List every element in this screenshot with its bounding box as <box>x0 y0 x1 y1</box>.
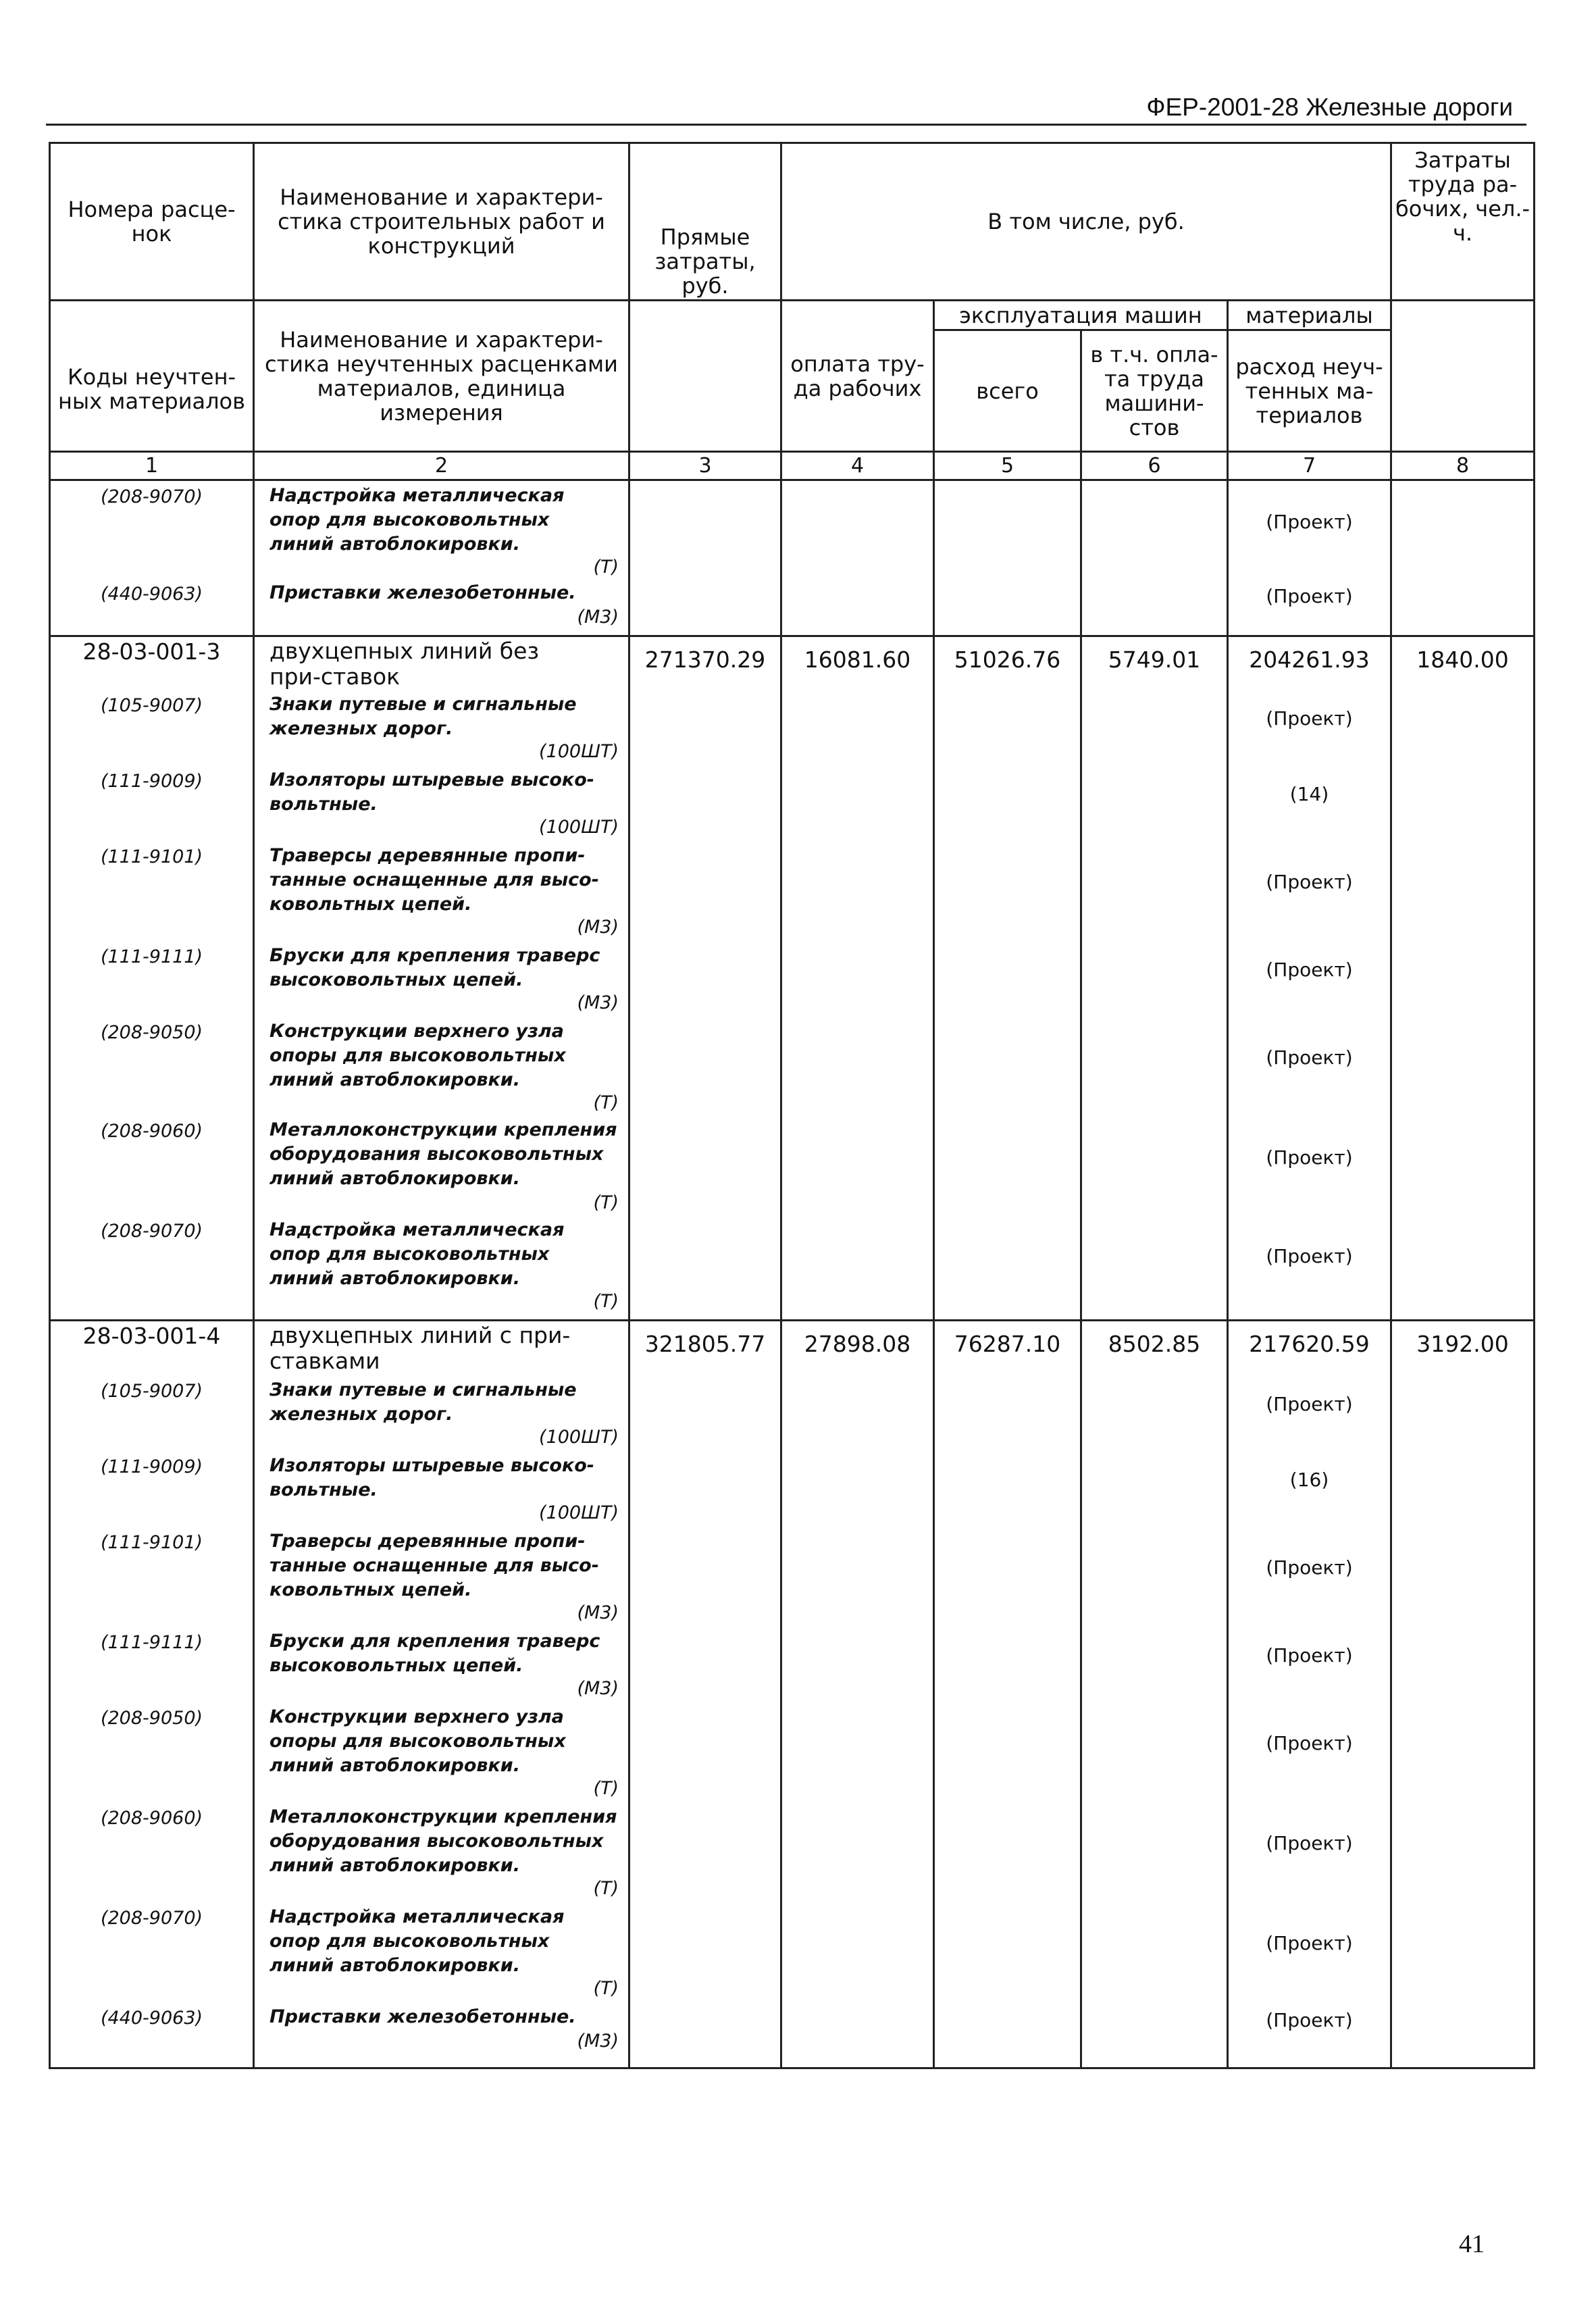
item-unit: (М3) <box>577 1602 619 1623</box>
machinists-pay-value: 5749.01 <box>1108 646 1201 673</box>
header-labor-hours-cont <box>1391 301 1535 452</box>
machines-total-value: 76287.10 <box>954 1331 1061 1357</box>
material-value: (Проект) <box>1266 707 1353 730</box>
col-number-2: 2 <box>254 452 629 480</box>
header-labor-pay: оплата тру-да рабочих <box>781 301 934 452</box>
header-labor-hours: Затраты труда ра-бочих, чел.-ч. <box>1391 143 1535 301</box>
material-value: (Проект) <box>1266 585 1353 607</box>
item-name: Бруски для крепления траверс высоковольтных цепей. <box>269 945 600 990</box>
col-number-5: 5 <box>934 452 1081 480</box>
item-name: Надстройка металлическая опор для высоковольтных линий автоблокировки. <box>269 1219 565 1289</box>
item-unit: (М3) <box>577 607 619 628</box>
item-code: (208-9070) <box>100 1908 203 1929</box>
item-unit: (Т) <box>593 1291 619 1312</box>
material-value: (Проект) <box>1266 511 1353 533</box>
block0-names <box>254 480 629 636</box>
item-name: Металлоконструкции крепления оборудования высоковольтных линий автоблокировки. <box>269 1119 617 1189</box>
item-code: (208-9050) <box>100 1708 203 1729</box>
item-unit: (100ШТ) <box>539 741 619 762</box>
item-name: Приставки железобетонные. <box>269 582 576 603</box>
item-unit: (Т) <box>593 1092 619 1113</box>
item-code: (111-9101) <box>100 1532 203 1553</box>
item-name: Металлоконструкции крепления оборудования высоковольтных линий автоблокировки. <box>269 1806 617 1876</box>
labor-hours-value: 1840.00 <box>1416 646 1509 673</box>
item-name: Конструкции верхнего узла опоры для высоковольтных линий автоблокировки. <box>269 1706 566 1776</box>
materials-value: 204261.93 <box>1249 646 1370 673</box>
block0-materials <box>1228 480 1391 636</box>
material-value: (Проект) <box>1266 2009 1353 2031</box>
block1-codes <box>50 636 254 1321</box>
material-value: (Проект) <box>1266 1245 1353 1267</box>
item-unit: (100ШТ) <box>539 1427 619 1448</box>
item-name: Знаки путевые и сигнальные железных дорог. <box>269 694 577 739</box>
material-value: (Проект) <box>1266 1146 1353 1169</box>
header-direct-costs: Прямые затраты, руб. <box>629 143 781 301</box>
header-machinists-pay: в т.ч. опла-та труда машини-стов <box>1081 330 1228 452</box>
item-code: (111-9101) <box>100 846 203 867</box>
item-code: (111-9009) <box>100 1456 203 1477</box>
block2-codes <box>50 1321 254 2068</box>
col-number-1: 1 <box>50 452 254 480</box>
item-unit: (Т) <box>593 1778 619 1799</box>
item-unit: (Т) <box>593 1192 619 1213</box>
material-value: (Проект) <box>1266 1556 1353 1579</box>
item-code: (105-9007) <box>100 1381 203 1402</box>
materials-value: 217620.59 <box>1249 1331 1370 1357</box>
item-unit: (М3) <box>577 1678 619 1699</box>
item-name: Надстройка металлическая опор для высоковольтных линий автоблокировки. <box>269 1906 565 1976</box>
col-number-3: 3 <box>629 452 781 480</box>
direct-costs-value: 321805.77 <box>644 1331 766 1357</box>
material-value: (Проект) <box>1266 1046 1353 1069</box>
item-code: (111-9111) <box>100 1632 203 1653</box>
table-row-block2 <box>50 1321 1535 2068</box>
item-code: (105-9007) <box>100 695 203 716</box>
labor-pay-value: 27898.08 <box>804 1331 911 1357</box>
col-number-6: 6 <box>1081 452 1228 480</box>
item-name: Траверсы деревянные пропи-танные оснащенные для высо-ковольтных цепей. <box>269 845 599 915</box>
item-unit: (М3) <box>577 2031 619 2052</box>
material-value: (Проект) <box>1266 959 1353 981</box>
item-name: Изоляторы штыревые высоко-вольтные. <box>269 1455 595 1500</box>
rates-table <box>49 142 1535 2069</box>
item-unit: (100ШТ) <box>539 817 619 838</box>
table-row-block0 <box>50 480 1535 636</box>
material-value: (Проект) <box>1266 1393 1353 1415</box>
item-name: Знаки путевые и сигнальные железных дорог. <box>269 1379 577 1425</box>
labor-hours-value: 3192.00 <box>1416 1331 1509 1357</box>
item-name: Траверсы деревянные пропи-танные оснащенные для высо-ковольтных цепей. <box>269 1531 599 1600</box>
header-unaccounted-materials: расход неуч-тенных ма-териалов <box>1228 330 1391 452</box>
item-name: Бруски для крепления траверс высоковольтных цепей. <box>269 1631 600 1676</box>
item-name: Приставки железобетонные. <box>269 2006 576 2027</box>
col-number-4: 4 <box>781 452 934 480</box>
header-including: В том числе, руб. <box>781 143 1391 301</box>
labor-pay-value: 16081.60 <box>804 646 911 673</box>
material-value: (Проект) <box>1266 1832 1353 1854</box>
header-machines: эксплуатация машин <box>934 301 1228 330</box>
item-unit: (М3) <box>577 992 619 1013</box>
block0-codes <box>50 480 254 636</box>
table-row-block1 <box>50 636 1535 1321</box>
header-divider <box>46 124 1526 126</box>
item-code: (208-9060) <box>100 1121 203 1142</box>
item-unit: (Т) <box>593 1978 619 1999</box>
header-rate-numbers: Номера расце-нок <box>50 143 254 301</box>
material-value: (Проект) <box>1266 1644 1353 1667</box>
page-header-title: ФЕР-2001-28 Железные дороги <box>1146 93 1513 121</box>
machines-total-value: 51026.76 <box>954 646 1061 673</box>
header-direct-costs-cont <box>629 301 781 452</box>
item-code: (440-9063) <box>100 584 203 605</box>
header-machines-total: всего <box>934 330 1081 452</box>
rate-code: 28-03-001-3 <box>82 638 221 665</box>
item-code: (208-9060) <box>100 1808 203 1829</box>
block2-names <box>254 1321 629 2068</box>
item-code: (111-9009) <box>100 771 203 792</box>
header-work-name: Наименование и характери-стика строительных работ и конструкций <box>254 143 629 301</box>
rate-name: двухцепных линий с при-ставками <box>269 1322 571 1374</box>
header-material-name: Наименование и характери-стика неучтенных расценками материалов, единица измерения <box>254 301 629 452</box>
rate-name: двухцепных линий без при-ставок <box>269 638 540 690</box>
block1-names <box>254 636 629 1321</box>
item-unit: (Т) <box>593 557 619 578</box>
item-name: Надстройка металлическая опор для высоковольтных линий автоблокировки. <box>269 485 565 555</box>
item-code: (208-9070) <box>100 1221 203 1242</box>
block2-materials <box>1228 1321 1391 2068</box>
header-materials: материалы <box>1228 301 1391 330</box>
col-number-8: 8 <box>1391 452 1535 480</box>
material-value: (Проект) <box>1266 871 1353 893</box>
direct-costs-value: 271370.29 <box>644 646 766 673</box>
item-code: (440-9063) <box>100 2008 203 2029</box>
item-code: (111-9111) <box>100 946 203 967</box>
item-name: Изоляторы штыревые высоко-вольтные. <box>269 769 595 815</box>
item-code: (208-9070) <box>100 486 203 507</box>
material-value: (16) <box>1289 1469 1329 1491</box>
item-unit: (Т) <box>593 1878 619 1899</box>
machinists-pay-value: 8502.85 <box>1108 1331 1201 1357</box>
material-value: (Проект) <box>1266 1932 1353 1954</box>
item-unit: (М3) <box>577 917 619 938</box>
material-value: (Проект) <box>1266 1732 1353 1754</box>
material-value: (14) <box>1289 783 1329 805</box>
item-name: Конструкции верхнего узла опоры для высоковольтных линий автоблокировки. <box>269 1021 566 1090</box>
block1-materials <box>1228 636 1391 1321</box>
rate-code: 28-03-001-4 <box>82 1323 221 1349</box>
item-unit: (100ШТ) <box>539 1502 619 1523</box>
header-material-codes: Коды неучтен-ных материалов <box>50 301 254 452</box>
col-number-7: 7 <box>1228 452 1391 480</box>
page-number: 41 <box>1459 2230 1485 2258</box>
item-code: (208-9050) <box>100 1022 203 1043</box>
